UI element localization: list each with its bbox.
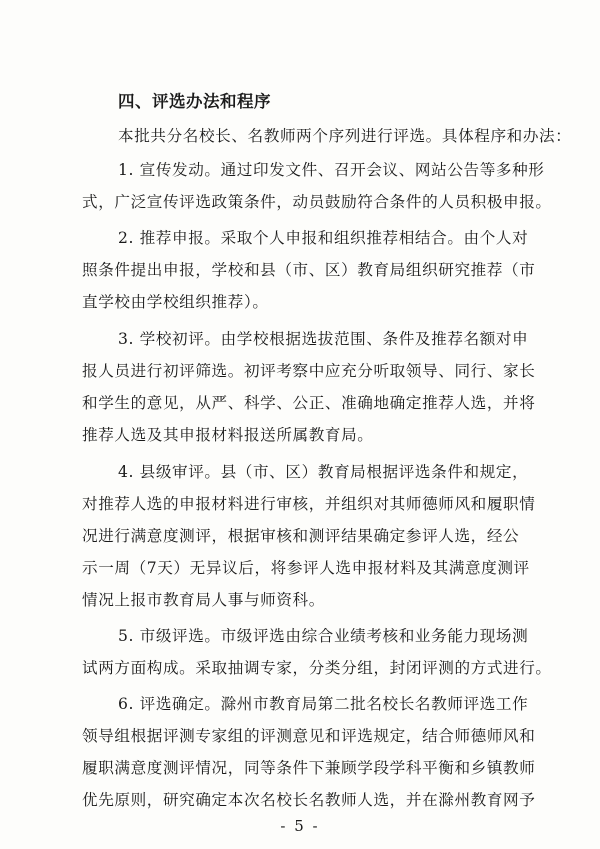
text-line: 履职满意度测评情况，同等条件下兼顾学段学科平衡和乡镇教师	[82, 759, 536, 777]
text-line: 式，广泛宣传评选政策条件，动员鼓励符合条件的人员积极申报。	[82, 193, 552, 211]
text-line: 况进行满意度测评，根据审核和测评结果确定参评人选，经公	[82, 527, 520, 545]
text-line: 领导组根据评测专家组的评测意见和评选规定，结合师德师风和	[82, 727, 536, 745]
text-line: 1. 宣传发动。通过印发文件、召开会议、网站公告等多种形	[118, 161, 545, 179]
text-line: 4. 县级审评。县（市、区）教育局根据评选条件和规定，	[118, 463, 529, 481]
section-heading: 四、评选办法和程序	[118, 92, 271, 111]
text-line: 示一周（7天）无异议后，将参评人选申报材料及其满意度测评	[82, 559, 530, 577]
text-line: 对推荐人选的申报材料进行审核，并组织对其师德师风和履职情	[82, 495, 536, 513]
text-line: 情况上报市教育局人事与师资科。	[82, 591, 325, 609]
text-line: 6. 评选确定。滁州市教育局第二批名校长名教师评选工作	[118, 695, 529, 713]
text-line: 报人员进行初评筛选。初评考察中应充分听取领导、同行、家长	[82, 362, 536, 380]
text-line: 2. 推荐申报。采取个人申报和组织推荐相结合。由个人对	[118, 229, 529, 247]
text-line: 5. 市级评选。市级评选由综合业绩考核和业务能力现场测	[118, 627, 529, 645]
text-line: 照条件提出申报，学校和县（市、区）教育局组织研究推荐（市	[82, 261, 536, 279]
text-line: 和学生的意见，从严、科学、公正、准确地确定推荐人选，并将	[82, 394, 536, 412]
text-line: 3. 学校初评。由学校根据选拔范围、条件及推荐名额对申	[118, 330, 529, 348]
text-line: 直学校由学校组织推荐）。	[82, 293, 269, 311]
text-line: 本批共分名校长、名教师两个序列进行评选。具体程序和办法：	[118, 127, 572, 145]
text-line: 试两方面构成。采取抽调专家，分类分组，封闭评测的方式进行。	[82, 659, 552, 677]
text-line: 推荐人选及其申报材料报送所属教育局。	[82, 426, 374, 444]
text-line: 优先原则，研究确定本次名校长名教师人选，并在滁州教育网予	[82, 791, 536, 809]
page-number: - 5 -	[280, 817, 320, 835]
